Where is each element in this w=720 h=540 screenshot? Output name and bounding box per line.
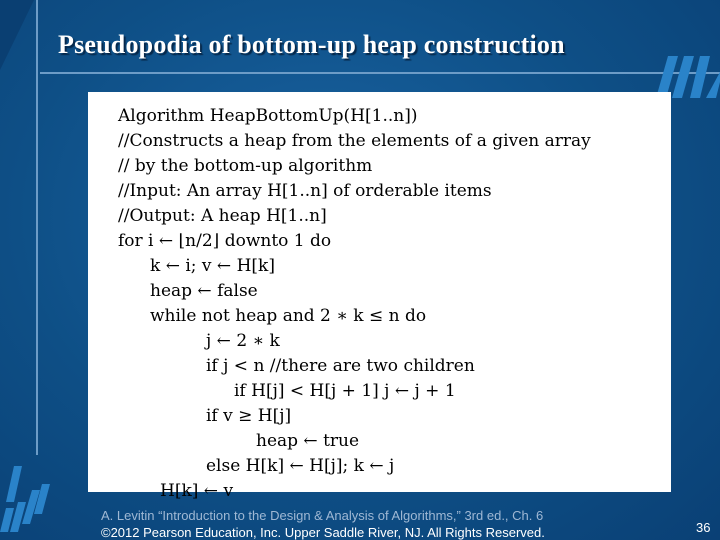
code-line: k ← i; v ← H[k]	[150, 256, 275, 276]
code-line: heap ← true	[256, 431, 360, 451]
footer-citation: A. Levitin “Introduction to the Design & Analysis of Algorithms,” 3rd ed., Ch. 6	[101, 508, 544, 523]
corner-triangle-decoration	[0, 0, 40, 80]
title-underline-rule	[40, 72, 720, 74]
code-line: j ← 2 ∗ k	[206, 331, 280, 351]
if-line: if v ≥ H[j]	[206, 406, 292, 426]
nested-if-line: if H[j] < H[j + 1] j ← j + 1	[234, 381, 456, 401]
slide-title: Pseudopodia of bottom-up heap construction	[58, 30, 565, 59]
for-loop-line: for i ← ⌊n/2⌋ downto 1 do	[118, 231, 332, 251]
while-loop-line: while not heap and 2 ∗ k ≤ n do	[150, 306, 427, 326]
algorithm-panel	[88, 92, 671, 501]
comment-line: // by the bottom-up algorithm	[118, 156, 373, 176]
else-line: else H[k] ← H[j]; k ← j	[206, 456, 395, 476]
footer-copyright: ©2012 Pearson Education, Inc. Upper Saddle River, NJ. All Rights Reserved.	[101, 525, 545, 540]
page-number: 36	[696, 520, 711, 535]
code-line: heap ← false	[150, 281, 258, 301]
input-comment-line: //Input: An array H[1..n] of orderable items	[118, 181, 492, 201]
comment-line: //Constructs a heap from the elements of a given array	[118, 131, 591, 151]
slash-stripes-decoration-bottom	[0, 462, 50, 540]
left-vertical-rule	[36, 0, 38, 455]
if-line: if j < n //there are two children	[206, 356, 475, 376]
output-comment-line: //Output: A heap H[1..n]	[118, 206, 327, 226]
pseudocode-block	[88, 92, 671, 501]
final-assign-line: H[k] ← v	[160, 481, 234, 501]
algorithm-header-line: Algorithm HeapBottomUp(H[1..n])	[118, 106, 418, 126]
